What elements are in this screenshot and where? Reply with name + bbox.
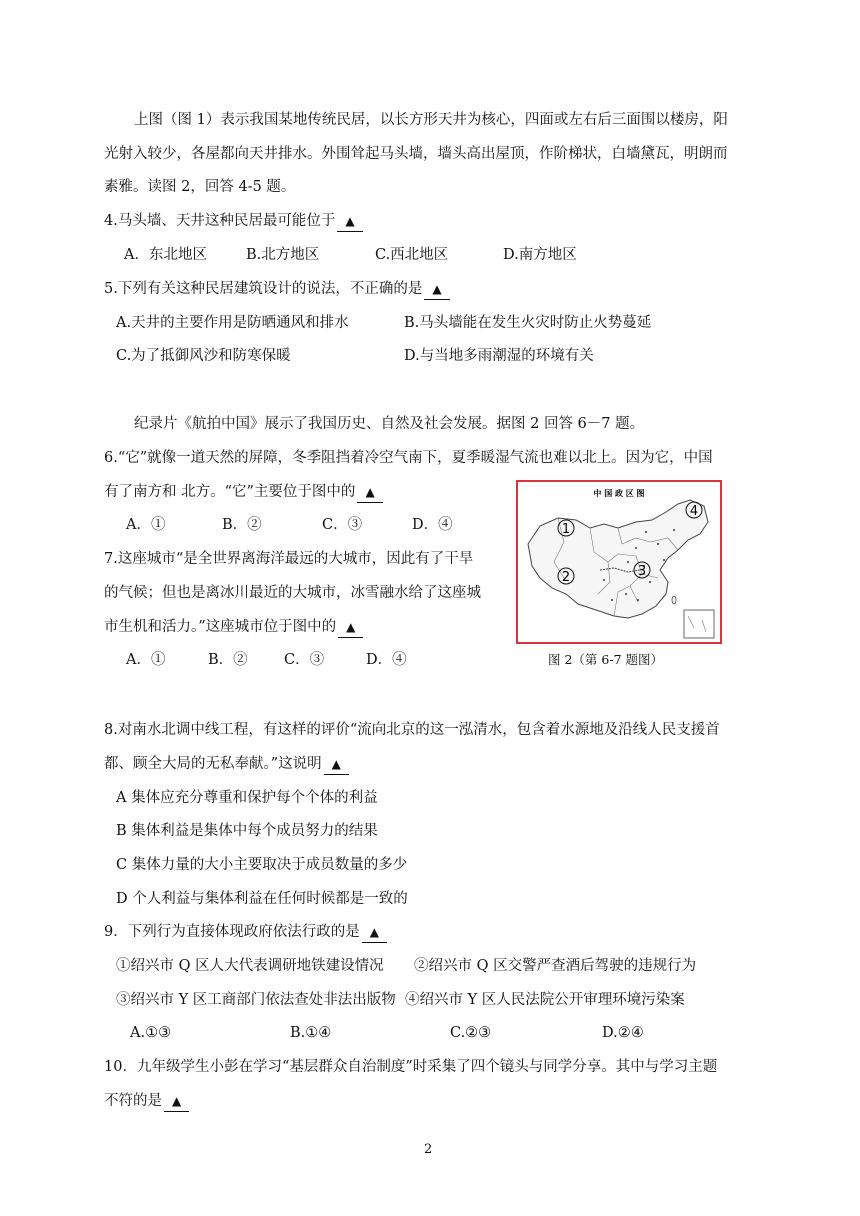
- question-4-option-c: C.西北地区: [375, 247, 449, 263]
- question-8-option-a: A 集体应充分尊重和保护每个个体的利益: [116, 790, 378, 806]
- question-7-line-1: 7.这座城市“是全世界离海洋最远的大城市，因此有了干旱: [104, 551, 474, 567]
- question-10-line-1: 10．九年级学生小彭在学习“基层群众自治制度”时采集了四个镜头与同学分享。其中与学习主题: [104, 1059, 718, 1075]
- question-5-option-d: D.与当地多雨潮湿的环境有关: [404, 348, 594, 364]
- answer-blank: [357, 482, 382, 503]
- triangle-icon: ▲: [345, 214, 355, 228]
- intro-paragraph-line-1: 上图（图 1）表示我国某地传统民居，以长方形天井为核心，四面或左右后三面围以楼房，阳: [134, 112, 728, 128]
- question-7-text: 市生机和活力。”这座城市位于图中的: [104, 619, 337, 635]
- question-6-option-d: D．④: [412, 517, 453, 533]
- marker-1-label: 1: [561, 522, 571, 537]
- question-9-option-b: B.①④: [290, 1025, 332, 1041]
- answer-blank: [362, 922, 387, 943]
- question-9-option-a: A.①③: [130, 1025, 172, 1041]
- map-title: 中 国 政 区 图: [593, 489, 645, 498]
- question-4-option-d: D.南方地区: [503, 247, 577, 263]
- question-6-option-c: C．③: [322, 517, 363, 533]
- question-9-item-2: ②绍兴市 Q 区交警严查酒后驾驶的违规行为: [414, 958, 697, 974]
- question-6-option-a: A．①: [126, 517, 166, 533]
- question-10-line-2: [104, 1091, 189, 1112]
- triangle-icon: ▲: [365, 485, 375, 499]
- question-8-text: 都、顾全大局的无私奉献。”这说明: [104, 756, 322, 772]
- triangle-icon: ▲: [369, 925, 379, 939]
- triangle-icon: ▲: [432, 282, 442, 296]
- question-9-stem: [104, 922, 387, 943]
- intro-paragraph-2: 纪录片《航拍中国》展示了我国历史、自然及社会发展。据图 2 回答 6－7 题。: [134, 416, 645, 432]
- question-5-stem: [104, 279, 450, 300]
- china-outline: [528, 500, 708, 618]
- question-10-text: 不符的是: [104, 1093, 162, 1109]
- intro-paragraph-line-3: 素雅。读图 2，回答 4-5 题。: [104, 179, 296, 195]
- question-4-option-a: A．东北地区: [124, 247, 207, 263]
- triangle-icon: ▲: [331, 757, 341, 771]
- question-6-text: 有了南方和 北方。“它”主要位于图中的: [104, 484, 356, 500]
- question-5-option-a: A.天井的主要作用是防晒通风和排水: [116, 315, 349, 331]
- question-8-option-b: B 集体利益是集体中每个成员努力的结果: [116, 823, 378, 839]
- question-6-line-1: 6.“它”就像一道天然的屏障，冬季阻挡着冷空气南下，夏季暖湿气流也难以北上。因为它，中国: [104, 450, 713, 466]
- question-7-line-2: 的气候；但也是离冰川最近的大城市，冰雪融水给了这座城: [104, 585, 481, 601]
- answer-blank: [324, 754, 349, 775]
- question-7-option-c: C．③: [284, 652, 325, 668]
- china-map-svg: [518, 482, 720, 642]
- question-4-stem: [104, 211, 363, 232]
- question-9-item-1: ①绍兴市 Q 区人大代表调研地铁建设情况: [116, 958, 384, 974]
- triangle-icon: ▲: [346, 620, 356, 634]
- answer-blank: [337, 211, 362, 232]
- question-9-text: 9．下列行为直接体现政府依法行政的是: [104, 924, 360, 940]
- marker-3-label: 3: [637, 564, 647, 579]
- answer-blank: [338, 617, 363, 638]
- question-5-text: 5.下列有关这种民居建筑设计的说法，不正确的是: [104, 281, 423, 297]
- question-8-line-2: [104, 754, 349, 775]
- question-4-text: 4.马头墙、天井这种民居最可能位于: [104, 213, 336, 229]
- answer-blank: [424, 279, 449, 300]
- question-7-option-d: D．④: [366, 652, 407, 668]
- intro-paragraph-line-2: 光射入较少，各屋都向天井排水。外围耸起马头墙，墙头高出屋顶，作阶梯状，白墙黛瓦，明朗而: [104, 146, 728, 162]
- question-6-option-b: B．②: [222, 517, 262, 533]
- question-5-option-c: C.为了抵御风沙和防寒保暖: [116, 348, 291, 364]
- china-map-figure: [516, 480, 722, 644]
- answer-blank: [164, 1091, 189, 1112]
- question-7-option-b: B．②: [208, 652, 248, 668]
- question-4-option-b: B.北方地区: [246, 247, 320, 263]
- question-9-option-c: C.②③: [450, 1025, 492, 1041]
- question-5-option-b: B.马头墙能在发生火灾时防止火势蔓延: [404, 315, 652, 331]
- question-6-line-2: [104, 482, 383, 503]
- south-sea-inset: [684, 610, 714, 638]
- marker-2-label: 2: [561, 570, 571, 585]
- question-7-option-a: A．①: [126, 652, 166, 668]
- taiwan-island: [672, 596, 676, 604]
- question-7-line-3: [104, 617, 363, 638]
- map-caption: 图 2（第 6-7 题图）: [548, 652, 664, 667]
- question-9-item-3: ③绍兴市 Y 区工商部门依法查处非法出版物: [116, 992, 396, 1008]
- question-8-line-1: 8.对南水北调中线工程，有这样的评价“流向北京的这一泓清水，包含着水源地及沿线人民支援首: [104, 722, 720, 738]
- question-9-option-d: D.②④: [602, 1025, 644, 1041]
- page-number: 2: [424, 1142, 433, 1157]
- triangle-icon: ▲: [172, 1094, 182, 1108]
- question-8-option-c: C 集体力量的大小主要取决于成员数量的多少: [116, 857, 408, 873]
- marker-4-label: 4: [689, 504, 699, 519]
- question-8-option-d: D 个人利益与集体利益在任何时候都是一致的: [116, 891, 408, 907]
- question-9-item-4: ④绍兴市 Y 区人民法院公开审理环境污染案: [405, 992, 685, 1008]
